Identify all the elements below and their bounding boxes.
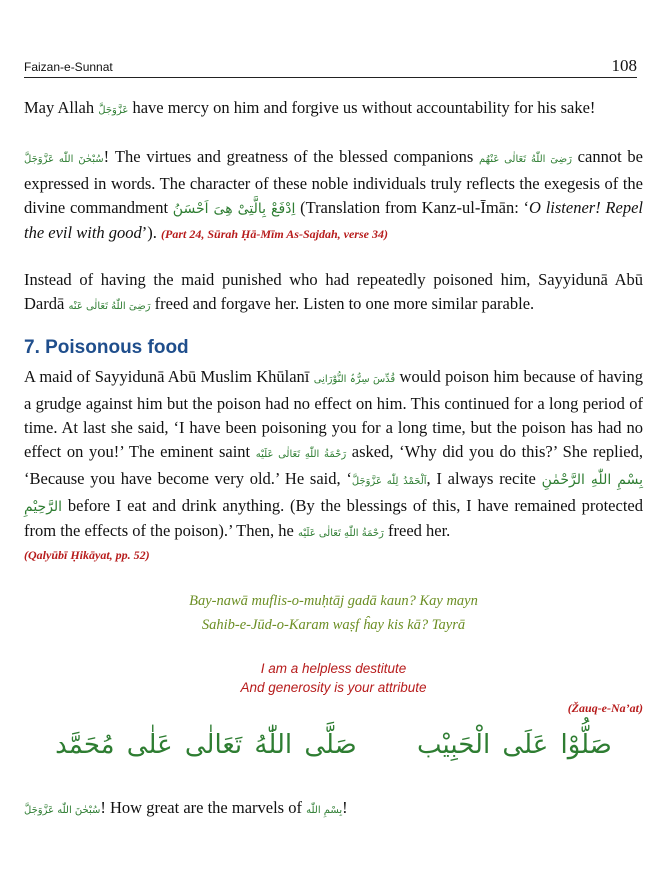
arabic-alhamdulillah: اَلْحَمْدُ لِلّٰه عَزَّوَجَلَّ <box>351 476 427 487</box>
arabic-bismillah: بِسْمِ اللّٰهِ الرَّحْمٰنِ الرَّحِيْمِ <box>24 472 643 515</box>
paragraph-prayer <box>24 96 643 123</box>
poem-translation-line: And generosity is your attribute <box>240 680 427 695</box>
text-span: ! <box>342 798 348 817</box>
arabic-subhanallah: سُبْحٰنَ اللّٰه عَزَّوَجَلَّ <box>24 154 104 165</box>
story-reference: (Qalyūbī Ḥikāyat, pp. 52) <box>24 548 150 562</box>
poem-urdu-line: Sahib-e-Jūd-o-Karam waṣf ĥay kis kā? Tayrā <box>201 617 466 633</box>
verse-reference: (Part 24, Sūrah Ḥā-Mīm As-Sajdah, verse 34) <box>161 227 388 241</box>
poem-urdu-line: Bay-nawā muflis-o-muḥtāj gadā kaun? Kay mayn <box>189 593 478 609</box>
arabic-verse: اِدْفَعْ بِالَّتِیْ هِیَ اَحْسَنُ <box>172 201 296 217</box>
paragraph-companions <box>24 145 643 246</box>
text-span: Instead of having the maid punished who had repeatedly poisoned him, Sayyidunā Abū Dardā <box>24 270 643 313</box>
salat-right: صَلُّوْا عَلَى الْحَبِيْب <box>417 730 612 760</box>
paragraph-abu-darda <box>24 268 643 319</box>
salat-line <box>24 730 643 760</box>
poem-translation <box>24 659 643 697</box>
section-heading: 7. Poisonous food <box>24 337 189 358</box>
arabic-honorific: رَحْمَةُ اللّٰهِ تَعَالٰی عَلَيْه <box>255 449 347 460</box>
text-span: freed her. <box>383 521 451 540</box>
text-span: , I always recite <box>426 469 542 488</box>
paragraph-closing <box>24 796 643 823</box>
arabic-honorific: رَحْمَةُ اللّٰهِ تَعَالٰی عَلَيْه <box>298 528 384 539</box>
book-title: Faizan-e-Sunnat <box>24 60 113 74</box>
text-span: ’). <box>141 223 162 242</box>
poem-translation-line: I am a helpless destitute <box>260 661 407 676</box>
text-span: ! How great are the marvels of <box>100 798 307 817</box>
arabic-bismillah-short: بِسْمِ اللّٰه <box>306 805 343 816</box>
text-span: May Allah <box>24 98 99 117</box>
paragraph-poisonous-food <box>24 365 643 546</box>
page-number: 108 <box>611 56 637 75</box>
header-rule <box>24 77 637 78</box>
arabic-honorific: عَزَّوَجَلَّ <box>98 105 129 116</box>
poem-urdu <box>24 589 643 637</box>
text-span: A maid of Sayyidunā Abū Muslim Khūlanī <box>24 367 314 386</box>
text-span: asked, ‘Why did you do this?’ She replied, ‘Because you have become very old.’ He said, ‘ <box>24 442 643 488</box>
text-span: cannot be expressed in words. The character of these noble individuals truly reflects the exegesis of the divine commandment <box>24 147 644 217</box>
page-content <box>24 96 643 823</box>
arabic-honorific: رَضِیَ اللّٰهُ تَعَالٰی عَنْه <box>68 301 151 312</box>
text-span: would poison him because of having a grudge against him but the poison had no effect on him. This continued for a long period of time. At last she said, ‘I have been poisoning you for a long time, but the poison has had no effect on you!’ The eminent saint <box>24 367 643 461</box>
salat-left: صَلَّى اللّٰهُ تَعَالٰى عَلٰى مُحَمَّد <box>55 730 357 760</box>
text-span: before I eat and drink anything. (By the blessings of this, I have remained protected from the effects of the poison).’ Then, he <box>24 496 643 540</box>
arabic-honorific: رَضِیَ اللّٰهُ تَعَالٰی عَنْهُم <box>479 154 572 165</box>
arabic-honorific: قُدِّسَ سِرُّہُ النُّوْرَانِی <box>313 374 396 385</box>
verse-translation: O listener! Repel the evil with good <box>24 198 643 242</box>
text-span: have mercy on him and forgive us without accountability for his sake! <box>128 98 596 117</box>
text-span: freed and forgave her. Listen to one more similar parable. <box>150 294 535 313</box>
text-span: ! The virtues and greatness of the blessed companions <box>103 147 480 166</box>
text-span: (Translation from Kanz-ul-Īmān: ‘ <box>295 198 530 217</box>
arabic-subhanallah: سُبْحٰنَ اللّٰه عَزَّوَجَلَّ <box>24 805 101 816</box>
page-header <box>24 56 637 78</box>
poem-source: (Žauq-e-Na’at) <box>567 701 643 715</box>
